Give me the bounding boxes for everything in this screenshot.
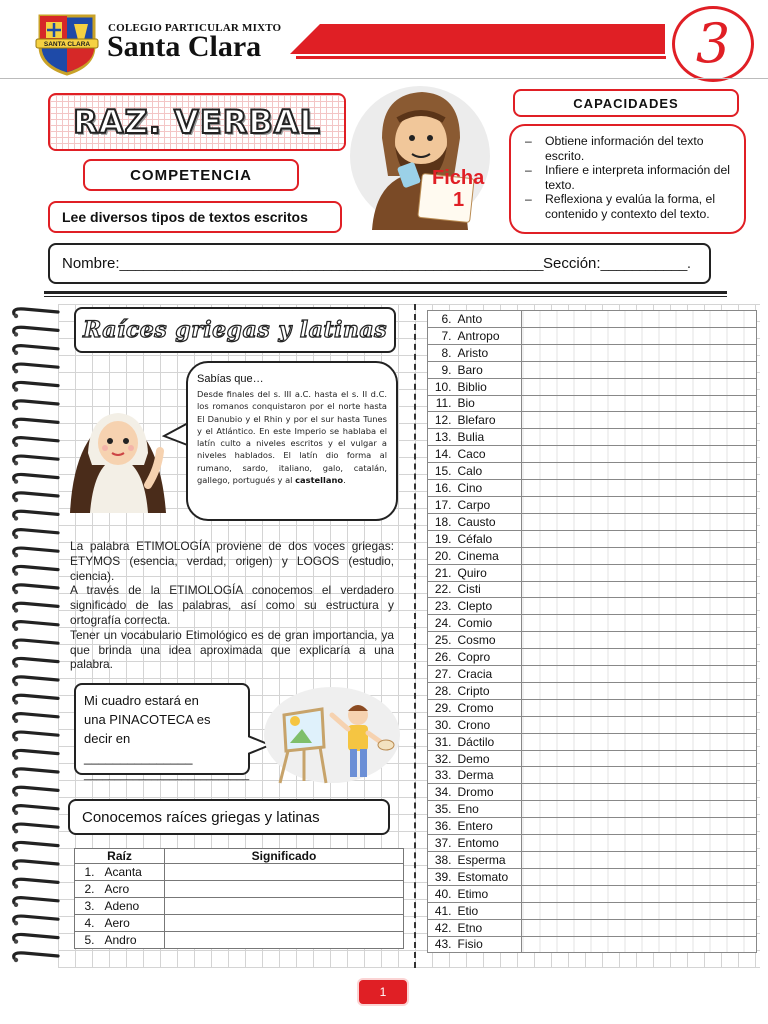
sabias-que-bubble (186, 361, 398, 521)
row-number: 20. (428, 547, 454, 564)
root-cell: Bulia (454, 429, 522, 446)
table-row (428, 598, 757, 615)
table-row (428, 716, 757, 733)
spiral-ring (14, 419, 58, 424)
meaning-input-cell[interactable] (522, 733, 757, 750)
spiral-hole (14, 811, 18, 815)
spiral-ring (14, 585, 58, 590)
spiral-ring (14, 401, 58, 406)
spiral-ring (14, 787, 58, 792)
root-cell: Esperma (454, 852, 522, 869)
row-number: 29. (428, 699, 454, 716)
root-cell: Bio (454, 395, 522, 412)
table-row (428, 649, 757, 666)
etimologia-paragraph: Tener un vocabulario Etimológico es de gran importancia, ya que brinda una idea aproximada que explicaría a una palabra. (70, 627, 394, 672)
root-cell: Clepto (454, 598, 522, 615)
table-row (428, 632, 757, 649)
competencia-label: COMPETENCIA (83, 159, 299, 191)
row-number: 25. (428, 632, 454, 649)
row-number: 13. (428, 429, 454, 446)
ficha-label: Ficha (432, 167, 485, 189)
meaning-input-cell[interactable] (522, 361, 757, 378)
page-number: 1 (359, 980, 407, 1004)
pinacoteca-answer-line[interactable]: decir en _______________ (84, 731, 193, 765)
subject-title: RAZ. VERBAL (73, 103, 321, 141)
root-cell: Acanta (97, 864, 165, 881)
spiral-hole (14, 351, 18, 355)
column-divider (414, 304, 416, 968)
spiral-ring (14, 309, 58, 314)
spiral-hole (14, 939, 18, 943)
row-number: 32. (428, 750, 454, 767)
section-divider-thin (44, 296, 727, 297)
meaning-input-cell[interactable] (522, 666, 757, 683)
root-cell: Calo (454, 463, 522, 480)
table-row (428, 412, 757, 429)
spiral-hole (14, 700, 18, 704)
table-row (428, 547, 757, 564)
spiral-hole (14, 535, 18, 539)
spiral-ring (14, 695, 58, 700)
meaning-input-cell[interactable] (522, 868, 757, 885)
row-number: 28. (428, 682, 454, 699)
table-row (75, 864, 404, 881)
table-row (428, 852, 757, 869)
spiral-hole (14, 884, 18, 888)
row-number: 40. (428, 885, 454, 902)
table-row (428, 496, 757, 513)
roots-table-right (427, 310, 757, 953)
root-cell: Causto (454, 513, 522, 530)
spiral-hole (14, 829, 18, 833)
meaning-input-cell[interactable] (522, 344, 757, 361)
spiral-ring (14, 474, 58, 479)
spiral-ring (14, 806, 58, 811)
root-cell: Eno (454, 801, 522, 818)
spiral-ring (14, 953, 58, 958)
meaning-input-cell[interactable] (522, 581, 757, 598)
column-header-root: Raíz (75, 849, 165, 864)
spiral-hole (14, 792, 18, 796)
row-number: 35. (428, 801, 454, 818)
root-cell: Cromo (454, 699, 522, 716)
root-cell: Dáctilo (454, 733, 522, 750)
root-cell: Etno (454, 919, 522, 936)
spiral-hole (14, 314, 18, 318)
root-cell: Caco (454, 446, 522, 463)
meaning-input-cell[interactable] (522, 615, 757, 632)
table-row (428, 868, 757, 885)
header-divider (0, 78, 768, 79)
column-header-meaning: Significado (165, 849, 404, 864)
table-row (428, 446, 757, 463)
meaning-input-cell[interactable] (522, 547, 757, 564)
meaning-input-cell[interactable] (165, 932, 404, 949)
competencia-text: Lee diversos tipos de textos escritos (48, 201, 342, 233)
meaning-input-cell[interactable] (522, 699, 757, 716)
nun-illustration (60, 393, 180, 513)
spiral-hole (14, 590, 18, 594)
roots-table-left (74, 848, 404, 949)
root-cell: Cino (454, 480, 522, 497)
root-cell: Demo (454, 750, 522, 767)
spiral-hole (14, 387, 18, 391)
spiral-ring (14, 548, 58, 553)
section-title: Raíces griegas y latinas (82, 317, 388, 343)
row-number: 34. (428, 784, 454, 801)
sabias-que-title: Sabías que… (197, 373, 264, 385)
root-cell: Cinema (454, 547, 522, 564)
row-number: 10. (428, 378, 454, 395)
table-row (75, 915, 404, 932)
capacidad-item: – Infiere e interpreta información del texto. (521, 163, 736, 192)
meaning-input-cell[interactable] (522, 311, 757, 328)
table-row (428, 429, 757, 446)
spiral-ring (14, 364, 58, 369)
row-number: 36. (428, 818, 454, 835)
spiral-hole (14, 663, 18, 667)
row-number: 6. (428, 311, 454, 328)
spiral-hole (14, 958, 18, 962)
table-row (428, 615, 757, 632)
spiral-hole (14, 866, 18, 870)
spiral-ring (14, 346, 58, 351)
root-cell: Derma (454, 767, 522, 784)
subject-title-box (48, 93, 346, 151)
meaning-input-cell[interactable] (522, 801, 757, 818)
root-cell: Céfalo (454, 530, 522, 547)
spiral-ring (14, 640, 58, 645)
root-cell: Anto (454, 311, 522, 328)
table-row (428, 699, 757, 716)
spiral-hole (14, 608, 18, 612)
root-cell: Cosmo (454, 632, 522, 649)
table-row (428, 581, 757, 598)
meaning-input-cell[interactable] (522, 902, 757, 919)
root-cell: Carpo (454, 496, 522, 513)
spiral-hole (14, 571, 18, 575)
meaning-input-cell[interactable] (522, 649, 757, 666)
meaning-input-cell[interactable] (522, 378, 757, 395)
meaning-input-cell[interactable] (522, 463, 757, 480)
section-blank[interactable]: ___________. (600, 255, 691, 272)
meaning-input-cell[interactable] (522, 885, 757, 902)
root-cell: Blefaro (454, 412, 522, 429)
table-row (428, 784, 757, 801)
spiral-hole (14, 774, 18, 778)
spiral-hole (14, 516, 18, 520)
meaning-input-cell[interactable] (522, 598, 757, 615)
meaning-input-cell[interactable] (522, 632, 757, 649)
table-row (428, 835, 757, 852)
row-number: 4. (75, 915, 97, 932)
table-row (428, 361, 757, 378)
row-number: 8. (428, 344, 454, 361)
etimologia-paragraph: La palabra ETIMOLOGÍA proviene de dos voces griegas: ETYMOS (esencia, verdad, origen) y LOGOS (estudio, ciencia). (70, 539, 394, 583)
table-row (428, 682, 757, 699)
pinacoteca-line: Mi cuadro estará en (84, 693, 199, 708)
table-row (428, 767, 757, 784)
table-row (428, 733, 757, 750)
pinacoteca-answer-line-2[interactable]: ___________________________ (84, 769, 250, 781)
root-cell: Cripto (454, 682, 522, 699)
meaning-input-cell[interactable] (522, 564, 757, 581)
root-cell: Baro (454, 361, 522, 378)
meaning-input-cell[interactable] (522, 852, 757, 869)
capacidad-item: – Obtiene información del texto escrito. (521, 134, 736, 163)
grade-number-badge: 3 (672, 6, 754, 82)
row-number: 26. (428, 649, 454, 666)
table-row (428, 395, 757, 412)
meaning-input-cell[interactable] (522, 682, 757, 699)
row-number: 22. (428, 581, 454, 598)
section-label: Sección: (543, 255, 601, 272)
root-cell: Cracia (454, 666, 522, 683)
conocemos-title: Conocemos raíces griegas y latinas (68, 799, 390, 835)
spiral-hole (14, 443, 18, 447)
row-number: 17. (428, 496, 454, 513)
pinacoteca-question-box[interactable] (74, 683, 250, 781)
student-info-box[interactable] (48, 243, 711, 284)
table-row (428, 344, 757, 361)
spiral-hole (14, 719, 18, 723)
spiral-hole (14, 553, 18, 557)
meaning-input-cell[interactable] (522, 818, 757, 835)
root-cell: Aero (97, 915, 165, 932)
spiral-hole (14, 645, 18, 649)
meaning-input-cell[interactable] (165, 898, 404, 915)
meaning-input-cell[interactable] (522, 429, 757, 446)
spiral-ring (14, 658, 58, 663)
table-row (428, 902, 757, 919)
table-row (428, 564, 757, 581)
row-number: 43. (428, 936, 454, 953)
header-red-line (296, 56, 666, 59)
root-cell: Fisio (454, 936, 522, 953)
spiral-ring (14, 566, 58, 571)
table-row (428, 666, 757, 683)
row-number: 23. (428, 598, 454, 615)
ficha-number: 1 (453, 189, 465, 211)
spiral-ring (14, 511, 58, 516)
meaning-input-cell[interactable] (522, 936, 757, 953)
table-row (428, 513, 757, 530)
spiral-hole (14, 424, 18, 428)
table-row (428, 327, 757, 344)
name-label: Nombre: (62, 255, 120, 272)
row-number: 15. (428, 463, 454, 480)
spiral-hole (14, 406, 18, 410)
row-number: 30. (428, 716, 454, 733)
table-row (428, 530, 757, 547)
notebook-spiral-binding (2, 300, 62, 970)
spiral-ring (14, 732, 58, 737)
meaning-input-cell[interactable] (522, 327, 757, 344)
row-number: 27. (428, 666, 454, 683)
row-number: 41. (428, 902, 454, 919)
spiral-ring (14, 842, 58, 847)
spiral-ring (14, 934, 58, 939)
root-cell: Etimo (454, 885, 522, 902)
school-name: Santa Clara (107, 30, 262, 63)
root-cell: Adeno (97, 898, 165, 915)
section-title-box (74, 307, 396, 353)
row-number: 39. (428, 868, 454, 885)
row-number: 3. (75, 898, 97, 915)
spiral-ring (14, 382, 58, 387)
etimologia-text (70, 539, 394, 672)
meaning-input-cell[interactable] (522, 446, 757, 463)
table-row (428, 311, 757, 328)
row-number: 24. (428, 615, 454, 632)
row-number: 16. (428, 480, 454, 497)
root-cell: Dromo (454, 784, 522, 801)
spiral-ring (14, 898, 58, 903)
spiral-ring (14, 750, 58, 755)
spiral-ring (14, 456, 58, 461)
meaning-input-cell[interactable] (522, 496, 757, 513)
root-cell: Aristo (454, 344, 522, 361)
row-number: 21. (428, 564, 454, 581)
spiral-ring (14, 493, 58, 498)
row-number: 7. (428, 327, 454, 344)
sabias-que-body: Desde finales del s. III a.C. hasta el s. II d.C. los romanos conquistaron por el norte hasta El Danubio y el Rhin y por el sur hasta Tunes y el Atlántico. En este Imperio se hablaba el latín culto a niveles escritos y el vulgar a niveles hablados. El latín dio forma al rumano, sardo, italiano, galo, catalán, gallego, portugués y al castellano. (197, 389, 387, 486)
root-cell: Acro (97, 881, 165, 898)
table-row (428, 750, 757, 767)
name-blank[interactable]: ______________________________________________________ (119, 255, 544, 272)
spiral-hole (14, 737, 18, 741)
root-cell: Cisti (454, 581, 522, 598)
spiral-ring (14, 677, 58, 682)
row-number: 2. (75, 881, 97, 898)
meaning-input-cell[interactable] (522, 784, 757, 801)
school-type: COLEGIO PARTICULAR MIXTO (108, 22, 282, 34)
meaning-input-cell[interactable] (522, 716, 757, 733)
spiral-ring (14, 879, 58, 884)
row-number: 18. (428, 513, 454, 530)
monk-mascot-illustration (342, 80, 502, 230)
meaning-input-cell[interactable] (522, 395, 757, 412)
etimologia-paragraph: A través de la ETIMOLOGÍA conocemos el verdadero significado de las palabras, así como su estructura y ortografía correcta. (70, 583, 394, 627)
row-number: 9. (428, 361, 454, 378)
spiral-hole (14, 627, 18, 631)
pinacoteca-line: una PINACOTECA es (84, 712, 211, 727)
spiral-hole (14, 461, 18, 465)
root-cell: Copro (454, 649, 522, 666)
table-row (75, 898, 404, 915)
root-cell: Andro (97, 932, 165, 949)
spiral-hole (14, 369, 18, 373)
row-number: 37. (428, 835, 454, 852)
root-cell: Estomato (454, 868, 522, 885)
spiral-ring (14, 530, 58, 535)
table-row (75, 932, 404, 949)
spiral-hole (14, 903, 18, 907)
root-cell: Crono (454, 716, 522, 733)
table-row (75, 881, 404, 898)
meaning-input-cell[interactable] (165, 864, 404, 881)
spiral-ring (14, 861, 58, 866)
meaning-input-cell[interactable] (522, 767, 757, 784)
root-cell: Entero (454, 818, 522, 835)
root-cell: Antropo (454, 327, 522, 344)
root-cell: Comio (454, 615, 522, 632)
meaning-input-cell[interactable] (165, 915, 404, 932)
spiral-hole (14, 479, 18, 483)
capacidades-label: CAPACIDADES (513, 89, 739, 117)
meaning-input-cell[interactable] (522, 513, 757, 530)
table-row (428, 480, 757, 497)
spiral-ring (14, 824, 58, 829)
table-row (428, 378, 757, 395)
table-row (428, 885, 757, 902)
row-number: 14. (428, 446, 454, 463)
meaning-input-cell[interactable] (522, 530, 757, 547)
header-red-bar (290, 24, 665, 54)
row-number: 1. (75, 864, 97, 881)
spiral-hole (14, 847, 18, 851)
capacidad-item: – Reflexiona y evalúa la forma, el contenido y contexto del texto. (521, 192, 736, 221)
spiral-ring (14, 438, 58, 443)
meaning-input-cell[interactable] (522, 750, 757, 767)
spiral-hole (14, 921, 18, 925)
row-number: 12. (428, 412, 454, 429)
row-number: 38. (428, 852, 454, 869)
root-cell: Quiro (454, 564, 522, 581)
table-row (428, 463, 757, 480)
row-number: 31. (428, 733, 454, 750)
table-row (428, 936, 757, 953)
spiral-ring (14, 603, 58, 608)
root-cell: Entomo (454, 835, 522, 852)
spiral-ring (14, 622, 58, 627)
meaning-input-cell[interactable] (522, 919, 757, 936)
school-crest-logo (34, 10, 100, 76)
section-divider (44, 291, 727, 294)
meaning-input-cell[interactable] (522, 835, 757, 852)
table-row (428, 801, 757, 818)
spiral-hole (14, 498, 18, 502)
row-number: 11. (428, 395, 454, 412)
row-number: 19. (428, 530, 454, 547)
painter-child-illustration (262, 685, 402, 785)
capacidades-list (509, 124, 746, 234)
row-number: 5. (75, 932, 97, 949)
row-number: 42. (428, 919, 454, 936)
row-number: 33. (428, 767, 454, 784)
spiral-ring (14, 714, 58, 719)
spiral-ring (14, 327, 58, 332)
meaning-input-cell[interactable] (522, 412, 757, 429)
root-cell: Biblio (454, 378, 522, 395)
meaning-input-cell[interactable] (522, 480, 757, 497)
table-row (428, 919, 757, 936)
spiral-hole (14, 755, 18, 759)
root-cell: Etio (454, 902, 522, 919)
meaning-input-cell[interactable] (165, 881, 404, 898)
svg-text:SANTA CLARA: SANTA CLARA (43, 41, 91, 48)
spiral-hole (14, 682, 18, 686)
table-row (428, 818, 757, 835)
spiral-ring (14, 769, 58, 774)
spiral-hole (14, 332, 18, 336)
spiral-ring (14, 916, 58, 921)
